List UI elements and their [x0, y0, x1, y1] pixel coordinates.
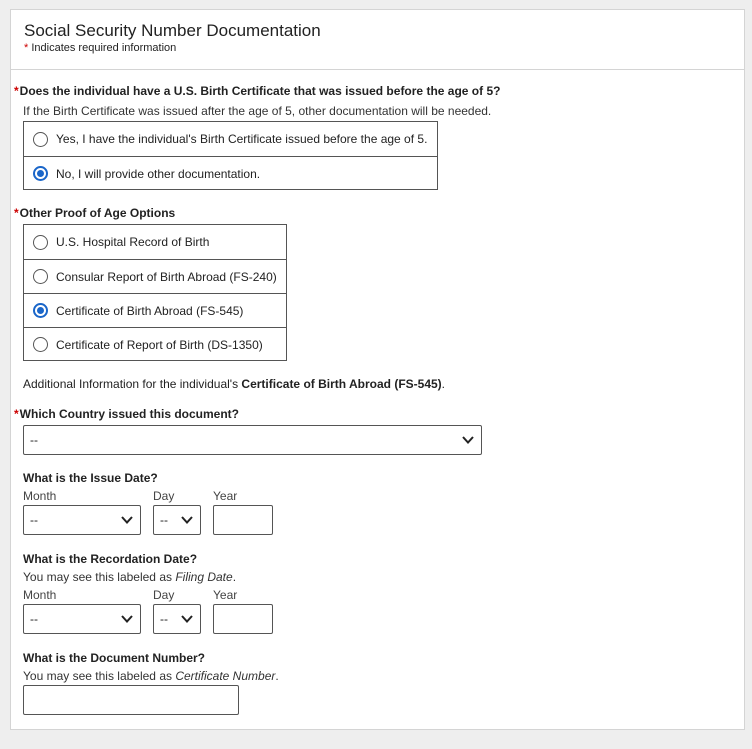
recordation-year-input[interactable] [213, 604, 273, 634]
issue-day-value: -- [160, 513, 168, 527]
required-star: * [14, 84, 19, 98]
radio-label: Certificate of Birth Abroad (FS-545) [56, 303, 244, 318]
issue-day-label: Day [153, 489, 175, 503]
radio-label: No, I will provide other documentation. [56, 166, 261, 181]
proof-option-fs545[interactable] [24, 293, 286, 327]
recordation-day-label: Day [153, 588, 175, 602]
issue-day-select[interactable] [153, 505, 201, 535]
page-title: Social Security Number Documentation [24, 21, 321, 40]
required-star: * [14, 206, 19, 220]
radio-button[interactable] [33, 132, 48, 147]
radio-button[interactable] [33, 269, 48, 284]
recordation-year-label: Year [213, 588, 238, 602]
required-note [24, 42, 744, 54]
proof-option-fs240[interactable] [24, 259, 286, 293]
document-number-question: What is the Document Number? [23, 651, 206, 665]
recordation-day-select[interactable] [153, 604, 201, 634]
birth-cert-question [14, 84, 500, 98]
proof-of-age-question-text: Other Proof of Age Options [19, 206, 176, 220]
recordation-help-suffix: . [232, 570, 237, 584]
radio-label: Certificate of Report of Birth (DS-1350) [56, 337, 263, 352]
issue-month-select[interactable] [23, 505, 141, 535]
radio-button[interactable] [33, 337, 48, 352]
document-number-help-prefix: You may see this labeled as [23, 669, 176, 683]
recordation-month-value: -- [30, 612, 38, 626]
radio-label: Consular Report of Birth Abroad (FS-240) [56, 269, 277, 284]
recordation-help-prefix: You may see this labeled as [23, 570, 176, 584]
proof-of-age-question [14, 206, 175, 220]
required-star: * [24, 42, 29, 54]
issue-date-question: What is the Issue Date? [23, 471, 158, 485]
birth-cert-help: If the Birth Certificate was issued after the age of 5, other documentation will be needed. [23, 104, 492, 118]
proof-option-ds1350[interactable] [24, 327, 286, 361]
chevron-down-icon [462, 435, 474, 445]
chevron-down-icon [121, 614, 133, 624]
additional-info-suffix: . [441, 377, 446, 391]
chevron-down-icon [121, 515, 133, 525]
card-header [11, 10, 744, 70]
country-question [14, 407, 239, 421]
recordation-month-select[interactable] [23, 604, 141, 634]
birth-cert-radio-group [23, 121, 438, 190]
radio-button-selected[interactable] [33, 303, 48, 318]
recordation-date-question: What is the Recordation Date? [23, 552, 198, 566]
document-number-help-suffix: . [275, 669, 279, 683]
country-select[interactable] [23, 425, 482, 455]
recordation-month-label: Month [23, 588, 57, 602]
country-select-value: -- [30, 433, 38, 447]
radio-button[interactable] [33, 235, 48, 250]
document-number-help [23, 669, 279, 683]
chevron-down-icon [181, 515, 193, 525]
radio-button-selected[interactable] [33, 166, 48, 181]
country-question-text: Which Country issued this document? [19, 407, 240, 421]
additional-info-text [23, 377, 445, 391]
issue-month-value: -- [30, 513, 38, 527]
required-note-text: Indicates required information [31, 42, 177, 54]
document-number-input[interactable] [23, 685, 239, 715]
radio-label: Yes, I have the individual's Birth Certificate issued before the age of 5. [56, 132, 428, 146]
additional-info-document: Certificate of Birth Abroad (FS-545) [241, 377, 442, 391]
recordation-date-help [23, 570, 236, 584]
recordation-help-em: Filing Date [175, 570, 233, 584]
birth-cert-option-no[interactable] [24, 156, 437, 190]
issue-year-input[interactable] [213, 505, 273, 535]
birth-cert-option-yes[interactable] [24, 122, 437, 156]
issue-month-label: Month [23, 489, 57, 503]
proof-option-hospital-record[interactable] [24, 225, 286, 259]
additional-info-prefix: Additional Information for the individual's [23, 377, 242, 391]
radio-label: U.S. Hospital Record of Birth [56, 235, 210, 249]
issue-year-label: Year [213, 489, 238, 503]
document-number-help-em: Certificate Number [175, 669, 276, 683]
chevron-down-icon [181, 614, 193, 624]
birth-cert-question-text: Does the individual have a U.S. Birth Certificate that was issued before the age of 5? [19, 84, 501, 98]
proof-of-age-radio-group [23, 224, 287, 361]
required-star: * [14, 407, 19, 421]
recordation-day-value: -- [160, 612, 168, 626]
